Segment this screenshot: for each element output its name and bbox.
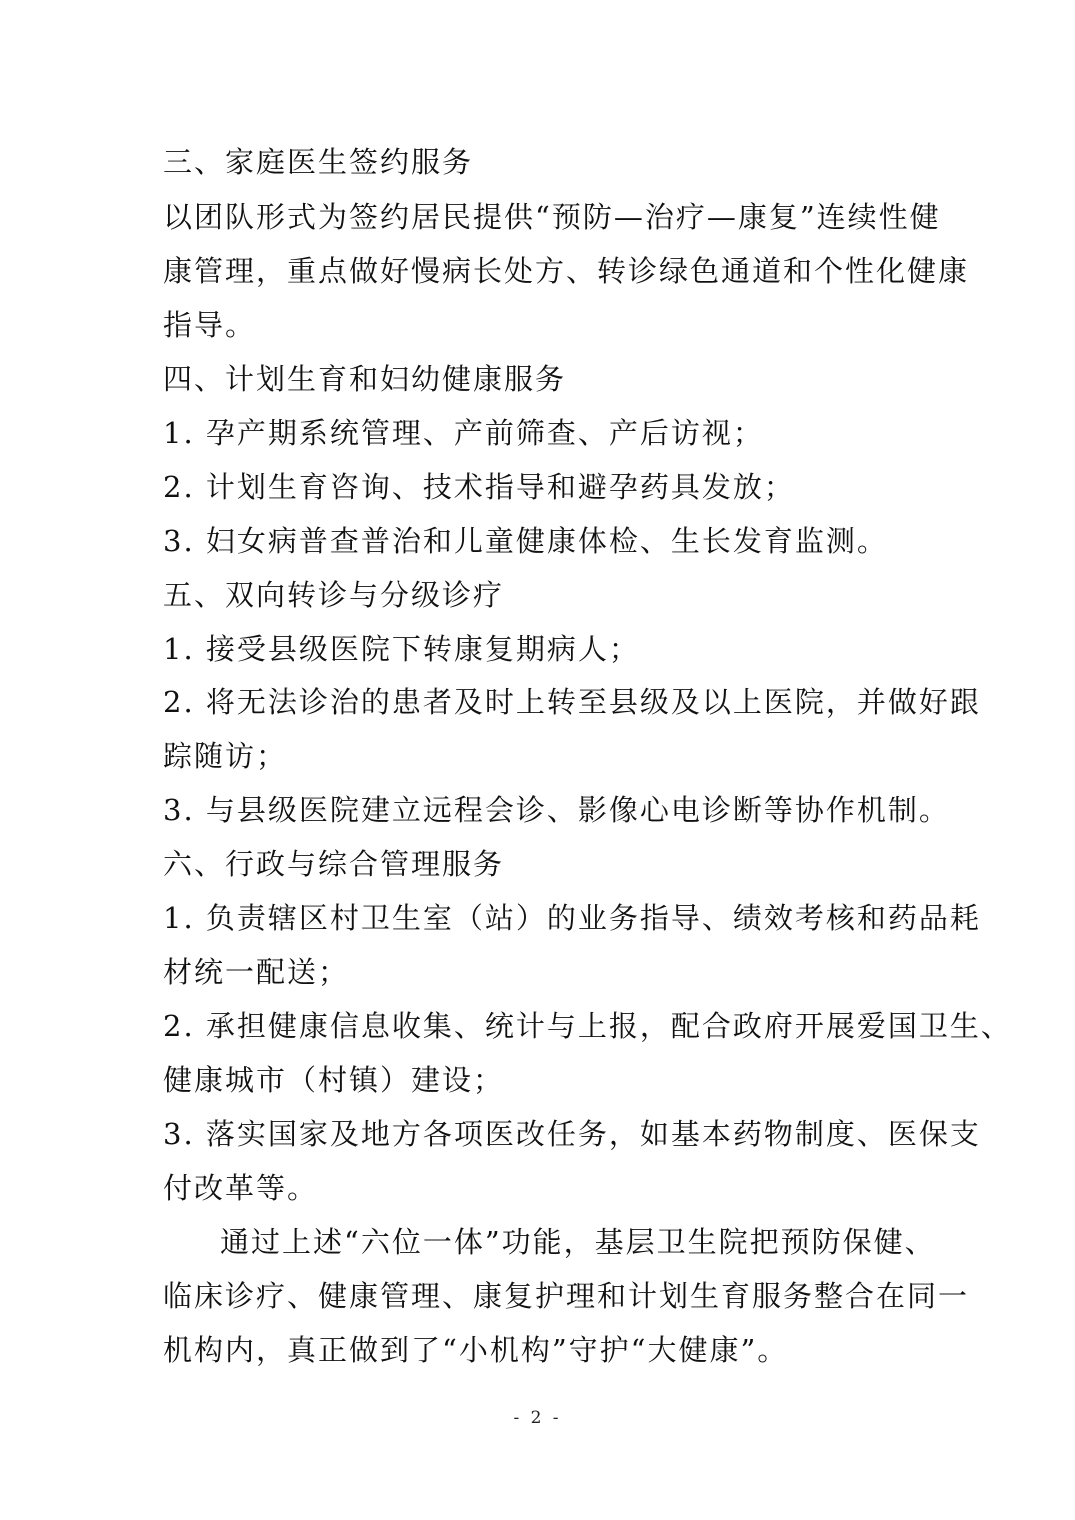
list-item: 1. 接受县级医院下转康复期病人； (163, 632, 640, 666)
list-item: 2. 计划生育咨询、技术指导和避孕药具发放； (163, 470, 795, 504)
list-item: 付改革等。 (163, 1171, 319, 1205)
list-item: 材统一配送； (163, 955, 350, 989)
section-heading: 六、行政与综合管理服务 (163, 847, 505, 881)
list-item: 2. 承担健康信息收集、统计与上报，配合政府开展爱国卫生、 (163, 1009, 1012, 1043)
section-heading: 五、双向转诊与分级诊疗 (163, 578, 505, 612)
list-item: 3. 妇女病普查普治和儿童健康体检、生长发育监测。 (163, 524, 888, 558)
paragraph-line: 指导。 (163, 308, 257, 342)
section-heading: 四、计划生育和妇幼健康服务 (163, 362, 567, 396)
summary-line: 机构内，真正做到了“小机构”守护“大健康”。 (163, 1333, 789, 1367)
section-heading: 三、家庭医生签约服务 (163, 145, 474, 179)
list-item: 健康城市（村镇）建设； (163, 1063, 505, 1097)
paragraph-line: 以团队形式为签约居民提供“预防—治疗—康复”连续性健 (163, 200, 941, 234)
page-number: - 2 - (513, 1408, 562, 1428)
list-item: 3. 与县级医院建立远程会诊、影像心电诊断等协作机制。 (163, 793, 950, 827)
list-item: 2. 将无法诊治的患者及时上转至县级及以上医院，并做好跟 (163, 685, 981, 719)
summary-line: 临床诊疗、健康管理、康复护理和计划生育服务整合在同一 (163, 1279, 970, 1313)
list-item: 3. 落实国家及地方各项医改任务，如基本药物制度、医保支 (163, 1117, 981, 1151)
list-item: 踪随访； (163, 739, 288, 773)
list-item: 1. 孕产期系统管理、产前筛查、产后访视； (163, 416, 764, 450)
summary-line: 通过上述“六位一体”功能，基层卫生院把预防保健、 (220, 1225, 936, 1259)
list-item: 1. 负责辖区村卫生室（站）的业务指导、绩效考核和药品耗 (163, 901, 981, 935)
paragraph-line: 康管理，重点做好慢病长处方、转诊绿色通道和个性化健康 (163, 254, 970, 288)
